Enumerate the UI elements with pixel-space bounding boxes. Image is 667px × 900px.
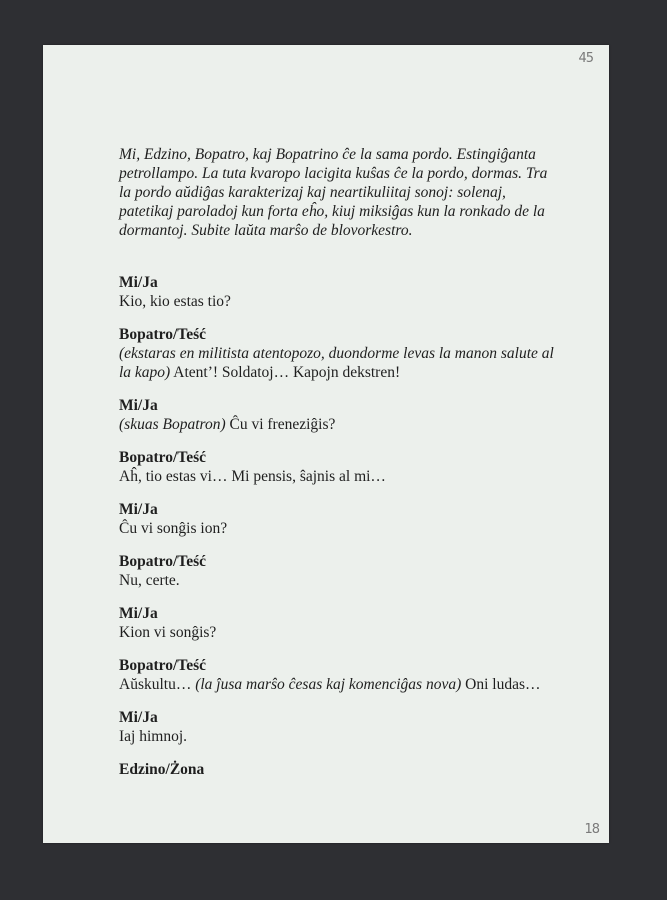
script-text xyxy=(119,145,559,793)
dialogue-block xyxy=(119,604,559,642)
spoken-line: Aĥ, tio estas vi… Mi pensis, ŝajnis al mi… xyxy=(119,468,386,485)
handwritten-page-mark-bottom: 18 xyxy=(584,822,599,837)
speaker-name: Mi/Ja xyxy=(119,397,158,414)
dialogue-block xyxy=(119,656,559,694)
dialogue-line xyxy=(119,415,559,434)
handwritten-page-mark-top: 45 xyxy=(578,51,593,66)
spoken-line: Oni ludas… xyxy=(465,676,541,693)
dialogue-block xyxy=(119,396,559,434)
dialogue-block xyxy=(119,325,559,382)
dialogue-block xyxy=(119,552,559,590)
spoken-line: Ĉu vi freneziĝis? xyxy=(229,416,336,433)
dialogue-line xyxy=(119,675,559,694)
speaker-name: Mi/Ja xyxy=(119,605,158,622)
spoken-line-start: Aŭskultu… xyxy=(119,676,192,693)
stage-direction: Mi, Edzino, Bopatro, kaj Bopatrino ĉe la sama pordo. Estingiĝanta petrollampo. La tuta kvaropo lacigita kuŝas ĉe la pordo, dormas. Tra la pordo aŭdiĝas karakterizaj kaj neartikuliitaj sonoj: solenaj, patetikaj paroladoj kun forta eĥo, kiuj miksiĝas kun la ronkado de la dormantoj. Subite laŭta marŝo de blovorkestro. xyxy=(119,146,548,239)
dialogue-block xyxy=(119,708,559,746)
spoken-line: Kion vi sonĝis? xyxy=(119,624,217,641)
dialogue-block xyxy=(119,273,559,311)
spoken-line: Ĉu vi sonĝis ion? xyxy=(119,520,228,537)
inline-stage-direction: (skuas Bopatron) xyxy=(119,416,226,433)
spoken-line: Kio, kio estas tio? xyxy=(119,293,231,310)
spoken-line: Nu, certe. xyxy=(119,572,180,589)
dialogue-block xyxy=(119,760,559,779)
dialogue-block xyxy=(119,448,559,486)
spoken-line: Iaj himnoj. xyxy=(119,728,188,745)
spoken-line: Atent’! Soldatoj… Kapojn dekstren! xyxy=(173,364,401,381)
inline-stage-direction: (ekstaras en militista atentopozo, duondorme levas la manon salute al la kapo) xyxy=(119,345,554,381)
speaker-name: Mi/Ja xyxy=(119,501,158,518)
dialogue-block xyxy=(119,500,559,538)
speaker-name: Bopatro/Teść xyxy=(119,449,206,466)
inline-stage-direction: (la ĵusa marŝo ĉesas kaj komenciĝas nova) xyxy=(195,676,462,693)
speaker-name: Mi/Ja xyxy=(119,709,158,726)
speaker-name: Bopatro/Teść xyxy=(119,553,206,570)
speaker-name: Mi/Ja xyxy=(119,274,158,291)
manuscript-page xyxy=(43,45,609,843)
speaker-name: Edzino/Żona xyxy=(119,761,205,778)
speaker-name: Bopatro/Teść xyxy=(119,657,206,674)
dialogue-line xyxy=(119,344,559,382)
speaker-name: Bopatro/Teść xyxy=(119,326,206,343)
